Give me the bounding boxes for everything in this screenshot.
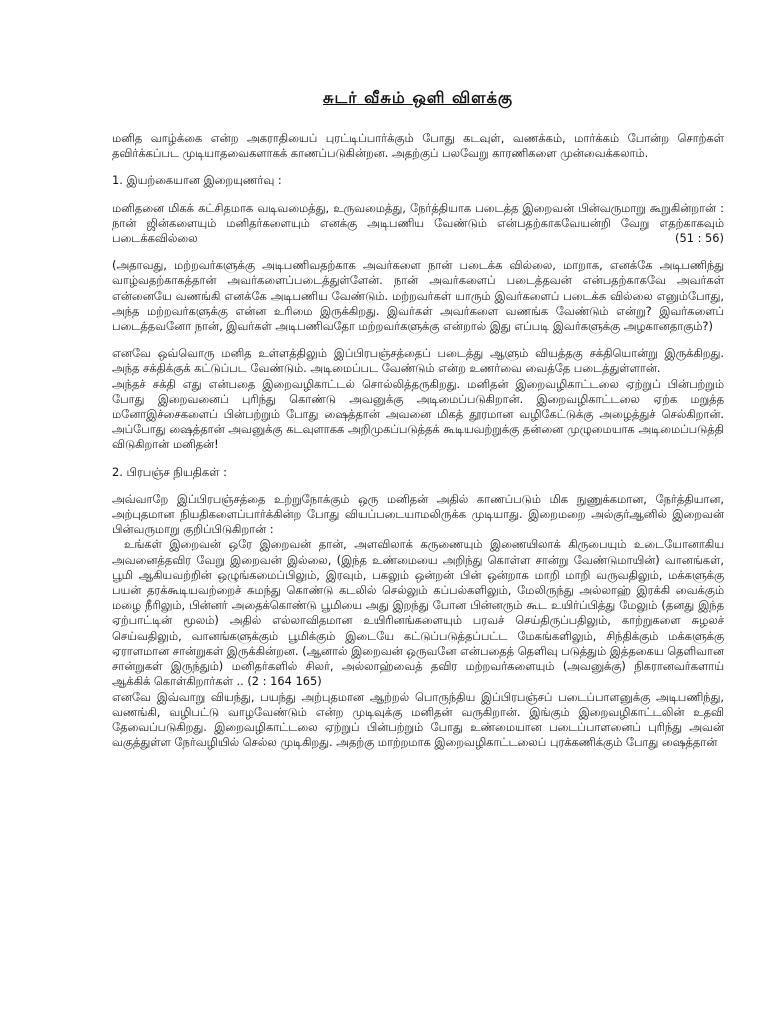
section-1-paragraph-3: எனவே ஒவ்வொரு மனித உள்ளத்திலும் இப்பிரபஞ்சத்தைப் படைத்து ஆளும் வியத்தகு சக்தியொன்று இருக்கிறது. அந்த சக்திக்குக் கட்டுப்பட வேண்டும். அடிமைப்பட வேண்டும் என்ற உணர்வை வைத்தே படைத்துள்ளான். [112, 346, 724, 376]
section-1-heading: 1. இயற்கையான இறையுணர்வு : [112, 173, 282, 188]
section-2-paragraph-3: எனவே இவ்வாறு வியந்து, பயந்து அற்புதமான ஆற்றல் பொருந்திய இப்பிரபஞ்சப் படைப்பாளனுக்கு அடிபணிந்து, வணங்கி, வழிபட்டு வாழவேண்டும் என்ற முடிவுக்கு மனிதன் வருகிறான். இங்கும் இறைவழிகாட்டலின் உதவி தேவைப்படுகிறது. இறைவழிகாட்டலை ஏற்றுப் பின்பற்றும் போது உண்மையான படைப்பாளனைப் புரிந்து அவன் வகுத்துள்ள நேர்வழியில் செல்ல முடிகிறது. அதற்கு மாற்றமாக இறைவழிகாட்டலைப் புரக்கணிக்கும் போது ஷைத்தான் [112, 689, 724, 750]
section-1-paragraph-4: அந்தச் சக்தி எது என்பதை இறைவழிகாட்டல் சொல்லித்தருகிறது. மனிதன் இறைவழிகாட்டலை ஏற்றுப் பின்பற்றும் போது இறைவனைப் புரிந்து கொண்டு அவனுக்கு அடிமைப்படுகிறான். இறைவழிகாட்டலை ஏற்க மறுத்த மனோஇச்சைகளைப் பின்பற்றும் போது ஷைத்தான் அவனை மிகத் தூரமான வழிகேட்டுக்கு அழைத்துச் செல்கிறான். அப்போது ஷைத்தான் அவனுக்கு கடவுளாகக அறிமுகப்படுத்தக் கூடியவற்றுக்கு தன்னை முழுமையாக அடிமைப்படுத்தி விடுகிறான் மனிதன்! [112, 376, 724, 452]
section-2-heading: 2. பிரபஞ்ச நியதிகள் : [112, 464, 227, 479]
verse-reference: (51 : 56) [675, 231, 724, 246]
section-2-paragraph-1: அவ்வாறே இப்பிரபஞ்சத்தை உற்றுநோக்கும் ஒரு மனிதன் அதில் காணப்படும் மிக நுணுக்கமான, நேர்த்தியான, அற்புதமான நியதிகளைப்பார்க்கின்ற போது வியப்படையாமலிருக்க முடியாது. இறைமறை அல்குர்ஆனில் இறைவன் பின்வருமாறு குறிப்பிடுகிறான் : [112, 491, 724, 537]
section-2-quote: உங்கள் இறைவன் ஒரே இறைவன் தான், அளவிலாக் கருணையும் இணையிலாக் கிருபையும் உடையோனாகிய அவனைத்தவிர வேறு இறைவன் இல்லை, (இந்த உண்மையை அறிந்து கொள்ள சான்று வேண்டுமாயின்) வானங்கள், பூமி ஆகியவற்றின் ஒழுங்கமைப்பிலும், இரவும், பகலும் ஒன்றன் பின் ஒன்றாக மாறி மாறி வருவதிலும், மக்களுக்கு பயன் தரக்கூடியவற்றைச் சுமந்து கொண்டு கடலில் செல்லும் கப்பல்களிலும், மேலிருந்து அல்லாஹ் இரக்கி வைக்கும் மழை நீரிலும், பின்னர் அதைக்கொண்டு பூமியை அது இறந்து போன பின்னரும் கூட உயிர்ப்பித்து மேலும் (தனது இந்த ஏற்பாட்டின் மூலம்) அதில் எல்லாவிதமான உயிரினங்களையும் பரவச் செய்திருப்பதிலும், காற்றுகளை சுழலச் செய்வதிலும், வானங்களுக்கும் பூமிக்கும் இடையே கட்டுப்படுத்தப்பட்ட மேகங்களிலும், சிந்திக்கும் மக்களுக்கு ஏராளமான சான்றுகள் இருக்கின்றன. (ஆனால் இறைவன் ஒருவனே என்பதைத் தெளிவு படுத்தும் இத்தகைய தெளிவான சான்றுகள் இருந்தும்) மனிதர்களில் சிலர், அல்லாஹ்வைத் தவிர மற்றவர்களையும் (அவனுக்கு) நிகரானவர்களாய் ஆக்கிக் கொள்கிறார்கள் .. (2 : 164 165) [112, 537, 724, 689]
section-1-paragraph-2: (அதாவது, மற்றவர்களுக்கு அடிபணிவதற்காக அவர்களை நான் படைக்க வில்லை, மாறாக, எனக்கே அடிபணிந்து வாழ்வதற்காகத்தான் அவர்களைப்படைத்துள்ளேன். நான் அவர்களைப் படைத்தவன் என்பதற்காகவே அவர்கள் என்னையே வணங்கி எனக்கே அடிபணிய வேண்டும். மற்றவர்கள் யாரும் இவர்களைப் படைக்க வில்லை எனும்போது, அந்த மற்றவர்களுக்கு என்ன உரிமை இருக்கிறது. இவர்கள் அவர்களை வணங்க வேண்டும் என்று? இவர்களைப் படைத்தவனோ நான், இவர்கள் அடிபணிவதோ மற்றவர்களுக்கு என்றால் இது எப்படி இவர்களுக்கு அழகானதாகும்?) [112, 258, 724, 334]
intro-paragraph: மனித வாழ்க்கை என்ற அகராதியைப் புரட்டிப்பார்க்கும் போது கடவுள், வணக்கம், மார்க்கம் போன்ற சொற்கள் தவிர்க்கப்பட முடியாதவைகளாகக் காணப்படுகின்றன. அதற்குப் பலவேறு காரணிகளை முன்வைக்கலாம். [112, 131, 724, 161]
section-1-paragraph-1-text: மனிதனை மிகக் கட்சிதமாக வடிவமைத்து, உருவமைத்து, நேர்த்தியாக படைத்த இறைவன் பின்வருமாறு கூறுகின்றான் : நான் ஜின்களையும் மனிதர்களையும் எனக்கு அடிபணிய வேண்டும் என்பதற்காகவேயன்றி வேறு எதற்காகவும் படைக்கவில்லை [112, 200, 724, 246]
section-1-paragraph-1 [112, 201, 724, 247]
document-page [112, 88, 724, 762]
page-title: சுடர் வீசும் ஒளி விளக்கு [323, 88, 513, 107]
